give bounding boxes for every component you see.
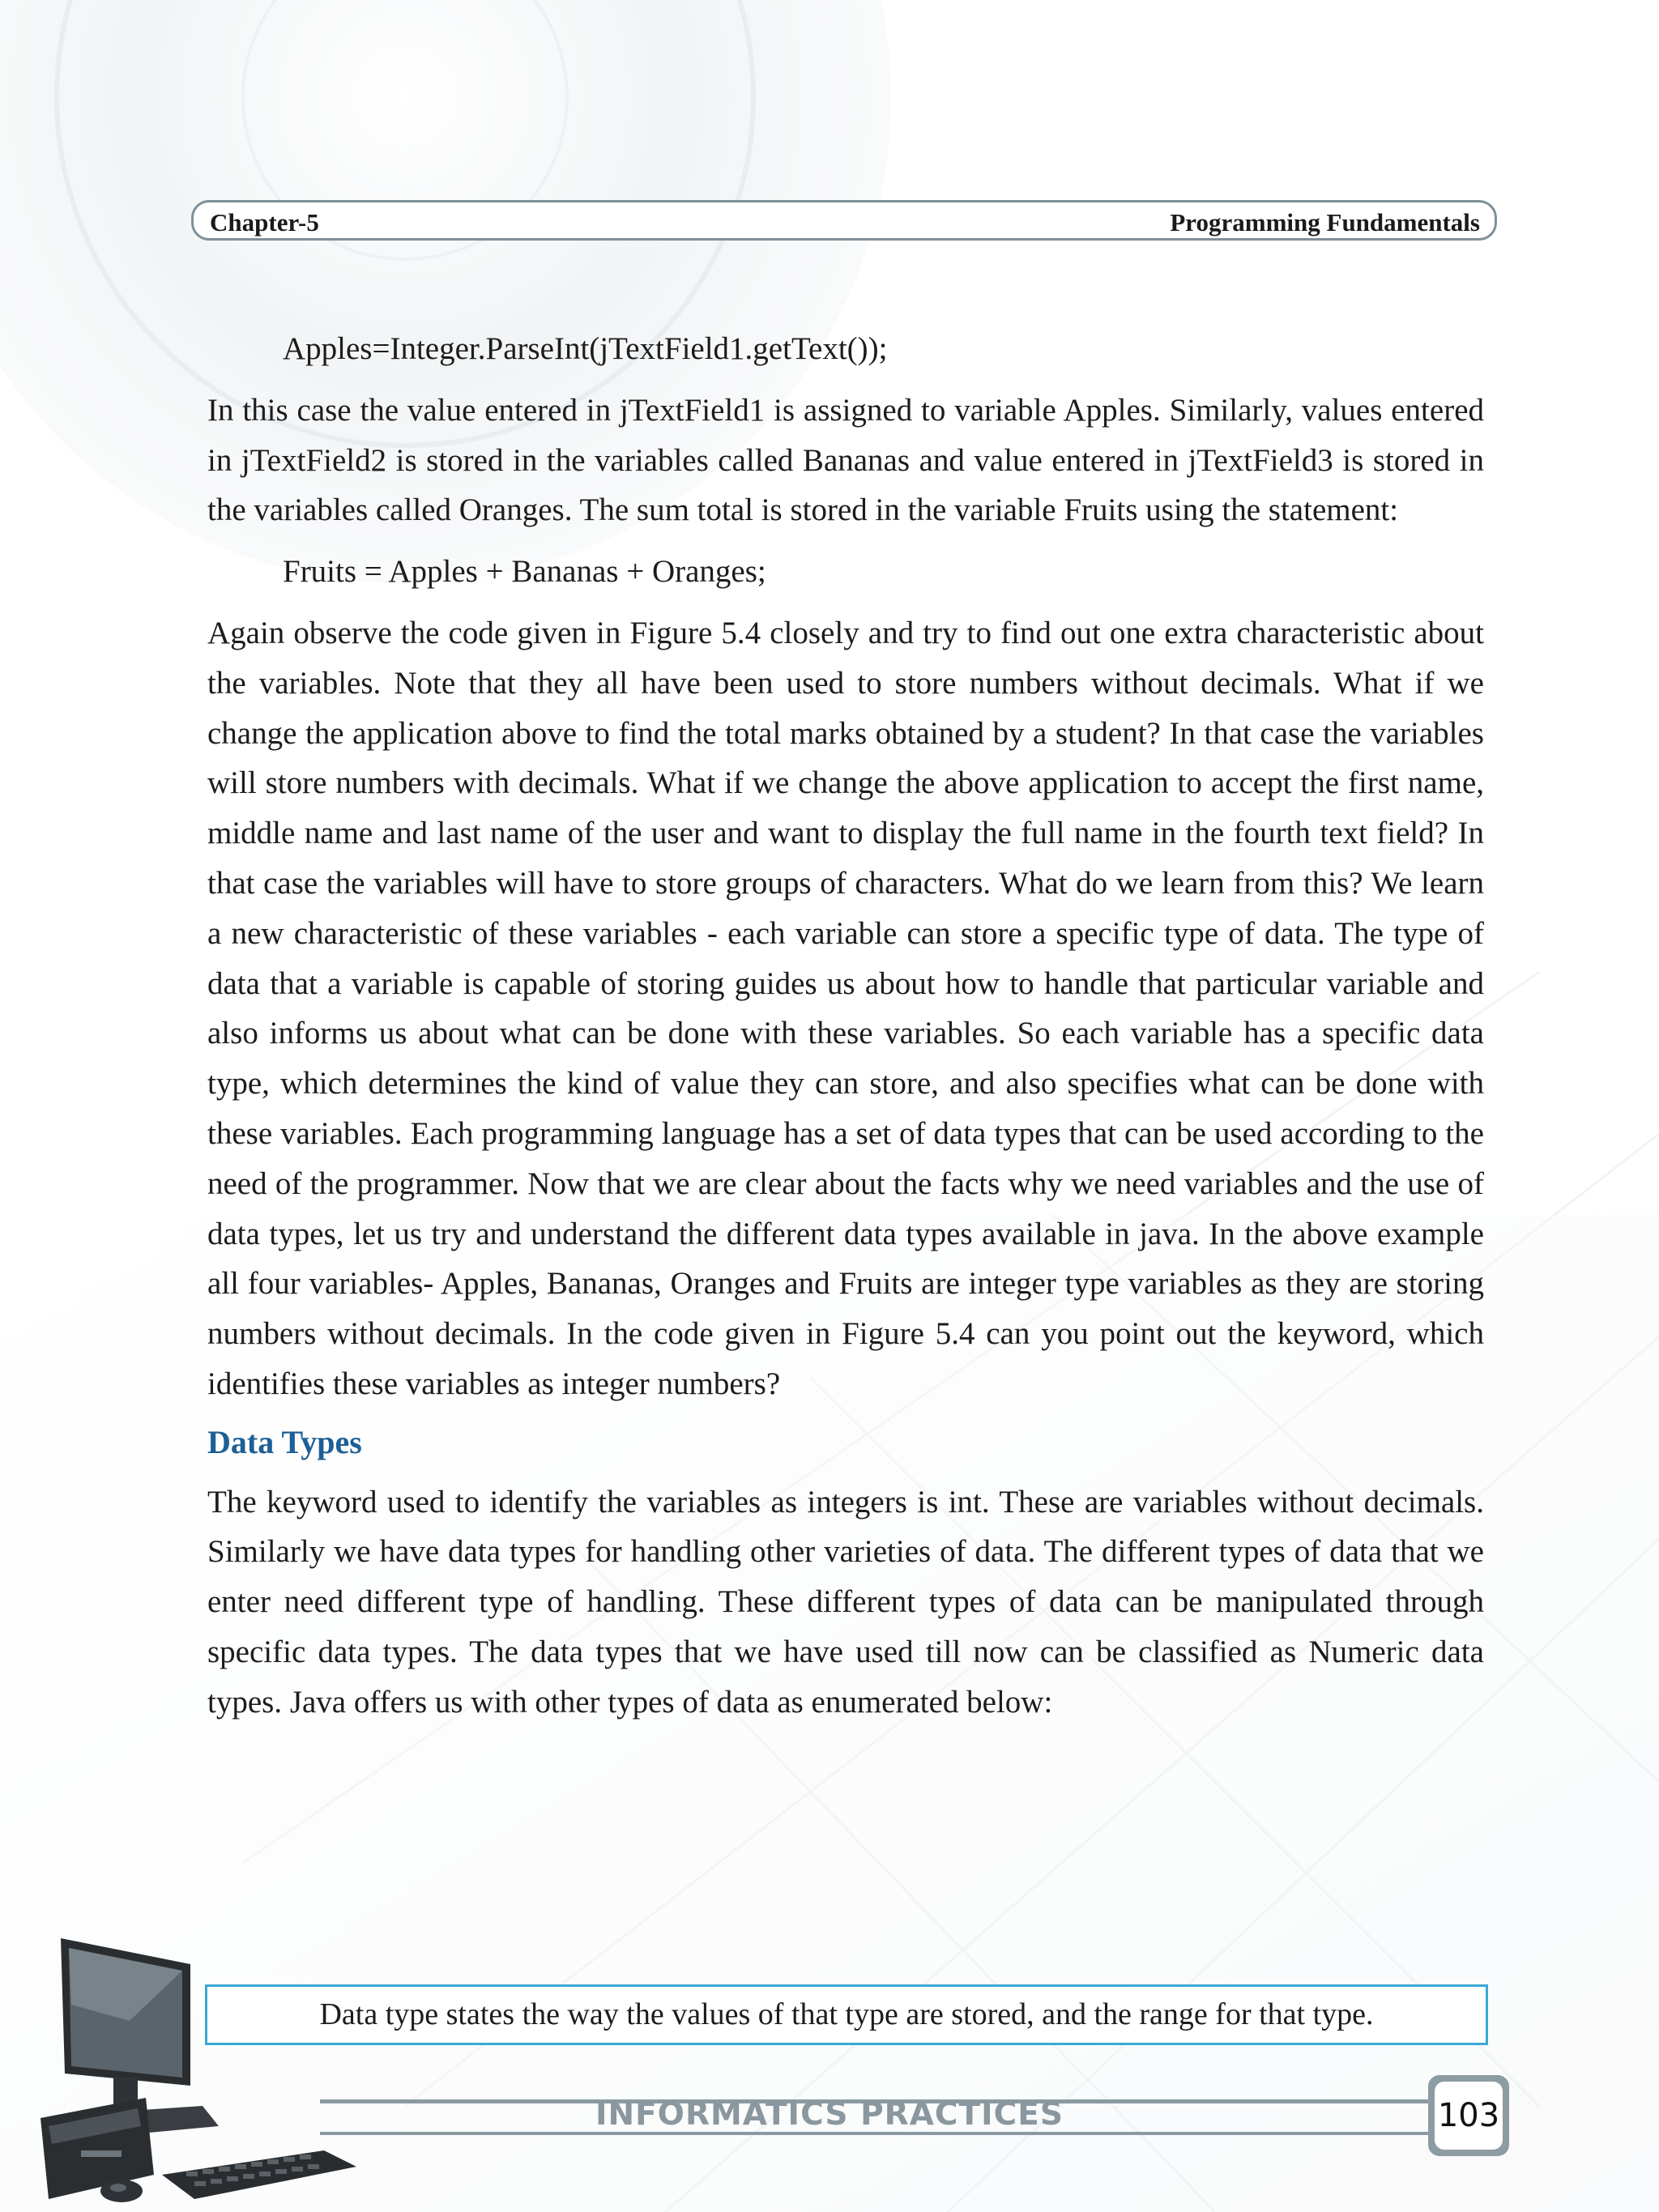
chapter-label: Chapter-5 bbox=[210, 208, 319, 237]
code-line-fruits: Fruits = Apples + Bananas + Oranges; bbox=[283, 554, 766, 590]
page-content bbox=[207, 324, 1484, 1728]
section-label: Programming Fundamentals bbox=[1170, 208, 1480, 237]
computer-illustration-icon bbox=[32, 1932, 356, 2212]
chapter-header-bar bbox=[191, 200, 1497, 241]
footer-book-title: INFORMATICS PRACTICES bbox=[595, 2096, 1064, 2133]
page-number-badge bbox=[1428, 2075, 1509, 2156]
page-number: 103 bbox=[1435, 2082, 1503, 2150]
section-heading: Data Types bbox=[207, 1423, 362, 1460]
paragraph-3: The keyword used to identify the variables as integers is int. These are variables without decimals. Similarly we have data types for handling other varieties of data. The different types of data that we enter need different type of handling. These different types of data can be manipulated through specific data types. The data types that we have used till now can be classified as Numeric data types. Java offers us with other types of data as enumerated below: bbox=[207, 1484, 1484, 1720]
definition-box bbox=[205, 1984, 1488, 2045]
paragraph-2: Again observe the code given in Figure 5.4 closely and try to find out one extra characteristic about the variables. Note that they all have been used to store numbers without decimals. What if we change the application above to find the total marks obtained by a student? In that case the variables will store numbers with decimals. What if we change the above application to accept the first name, middle name and last name of the user and want to display the full name in the fourth text field? In that case the variables will have to store groups of characters. What do we learn from this? We learn a new characteristic of these variables - each variable can store a specific type of data. The type of data that a variable is capable of storing guides us about how to handle that particular variable and also informs us about what can be done with these variables. So each variable has a specific data type, which determines the kind of value they can store, and also specifies what can be done with these variables. Each programming language has a set of data types that can be used according to the need of the programmer. Now that we are clear about the facts why we need variables and the use of data types, let us try and understand the different data types available in java. In the above example all four variables- Apples, Bananas, Oranges and Fruits are integer type variables as they are storing numbers without decimals. In the code given in Figure 5.4 can you point out the keyword, which identifies these variables as integer numbers? bbox=[207, 615, 1484, 1401]
definition-text: Data type states the way the values of that type are stored, and the range for that type. bbox=[319, 1997, 1374, 2031]
code-line-apples: Apples=Integer.ParseInt(jTextField1.getText()); bbox=[283, 331, 888, 366]
paragraph-1: In this case the value entered in jTextField1 is assigned to variable Apples. Similarly, values entered in jTextField2 is stored in the variables called Bananas and value entered in jTextField3 is stored in the variables called Oranges. The sum total is stored in the variable Fruits using the statement: bbox=[207, 392, 1484, 528]
